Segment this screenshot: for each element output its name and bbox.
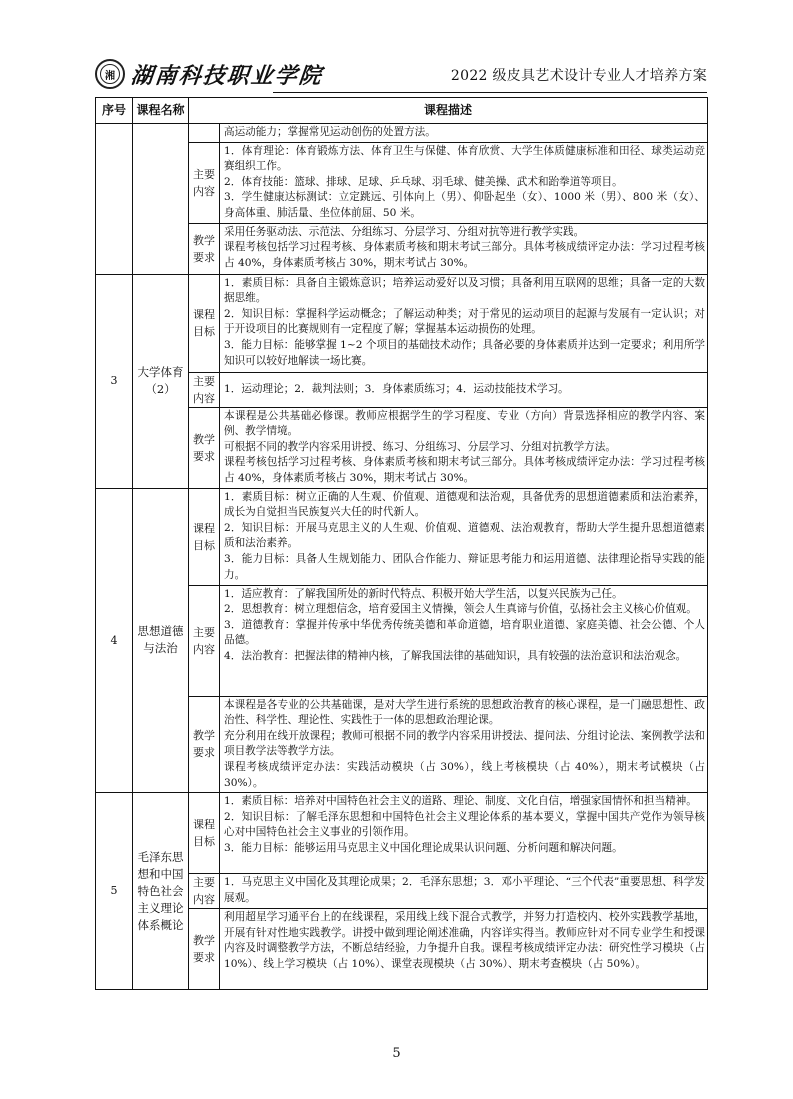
table-row bbox=[96, 488, 708, 585]
section-label: 主要内容 bbox=[189, 372, 220, 407]
section-label: 教学要求 bbox=[189, 909, 220, 990]
table-header-row bbox=[96, 98, 708, 124]
description-line: 3．能力目标：具备人生规划能力、团队合作能力、辩证思考能力和运用道德、法律理论指导实践的能力。 bbox=[224, 552, 706, 581]
section-label: 教学要求 bbox=[189, 696, 220, 793]
description-line: 课程考核包括学习过程考核、身体素质考核和期末考试三部分。具体考核成绩评定办法：学习过程考核占 40%，身体素质考核占 30%，期末考试占 30%。 bbox=[224, 241, 706, 269]
header-divider bbox=[273, 92, 707, 93]
page-header bbox=[95, 55, 707, 97]
description-line: 1．素质目标：具备自主锻炼意识；培养运动爱好以及习惯；具备利用互联网的思维；具备一定的大数据思维。 bbox=[224, 276, 706, 305]
description-cell bbox=[220, 372, 708, 407]
description-cell bbox=[220, 488, 708, 585]
description-cell bbox=[220, 909, 708, 990]
description-cell bbox=[220, 142, 708, 223]
description-cell bbox=[220, 585, 708, 696]
course-name-cell bbox=[133, 124, 189, 275]
description-line: 课程考核包括学习过程考核、身体素质考核和期末考试三部分。具体考核成绩评定办法：学习过程考核占 40%，身体素质考核占 30%，期末考试占 30%。 bbox=[224, 456, 706, 484]
description-line: 3．能力目标：能够运用马克思主义中国化理论成果认识问题、分析问题和解决问题。 bbox=[224, 841, 623, 854]
section-label: 课程目标 bbox=[189, 488, 220, 585]
page-number: 5 bbox=[392, 1046, 401, 1061]
description-line: 2．知识目标：掌握科学运动概念；了解运动种类；对于常见的运动项目的起源与发展有一定认识；对于开设项目的比赛规则有一定程度了解；掌握基本运动损伤的处理。 bbox=[224, 307, 706, 336]
course-name-cell: 大学体育（2） bbox=[133, 274, 189, 488]
description-line: 本课程是公共基础必修课。教师应根据学生的学习程度、专业（方向）背景选择相应的教学内容、案例、教学情境。 bbox=[224, 409, 706, 438]
description-line: 本课程是各专业的公共基础课，是对大学生进行系统的思想政治教育的核心课程，是一门融思想性、政治性、科学性、理论性、实践性于一体的思想政治理论课。 bbox=[224, 698, 706, 727]
description-line: 采用任务驱动法、示范法、分组练习、分层学习、分组对抗等进行教学实践。 bbox=[224, 225, 585, 238]
description-line: 充分利用在线开放课程；教师可根据不同的教学内容采用讲授法、提问法、分组讨论法、案例教学法和项目教学法等教学方法。 bbox=[224, 729, 706, 758]
section-label: 主要内容 bbox=[189, 874, 220, 909]
description-cell bbox=[220, 124, 708, 143]
section-label: 教学要求 bbox=[189, 407, 220, 488]
description-line: 4．法治教育：把握法律的精神内核，了解我国法律的基础知识，具有较强的法治意识和法治观念。 bbox=[224, 649, 687, 662]
table-row bbox=[96, 793, 708, 874]
description-cell bbox=[220, 274, 708, 372]
section-label: 课程目标 bbox=[189, 274, 220, 372]
row-number-cell: 4 bbox=[96, 488, 133, 793]
description-line: 3．能力目标：能够掌握 1~2 个项目的基础技术动作；具备必要的身体素质并达到一定要求；利用所学知识可以较好地解读一场比赛。 bbox=[224, 338, 706, 367]
description-line: 1．运动理论；2．裁判法则；3．身体素质练习；4．运动技能技术学习。 bbox=[224, 382, 569, 395]
document-title: 2022 级皮具艺术设计专业人才培养方案 bbox=[450, 68, 707, 84]
table-row bbox=[96, 124, 708, 143]
table-row bbox=[96, 274, 708, 372]
description-line: 3．学生健康达标测试：立定跳远、引体向上（男）、仰卧起坐（女）、1000 米（男）、800 米（女）、身高体重、肺活量、坐位体前屈、50 米。 bbox=[224, 191, 706, 219]
description-line: 可根据不同的教学内容采用讲授、练习、分组练习、分层学习、分组对抗教学方法。 bbox=[224, 440, 616, 453]
description-line: 2．思想教育：树立理想信念，培育爱国主义情操，领会人生真谛与价值，弘扬社会主义核心价值观。 bbox=[224, 603, 697, 616]
description-line: 3．道德教育：掌握并传承中华优秀传统美德和革命道德，培育职业道德、家庭美德、社会公德、个人品德。 bbox=[224, 618, 706, 647]
description-line: 1．体育理论：体育锻炼方法、体育卫生与保健、体育欣赏、大学生体质健康标准和田径、球类运动竞赛组织工作。 bbox=[224, 144, 706, 173]
column-header-course-name: 课程名称 bbox=[133, 98, 189, 124]
description-cell bbox=[220, 793, 708, 874]
description-line: 2．体育技能：篮球、排球、足球、乒乓球、羽毛球、健美操、武术和跆拳道等项目。 bbox=[224, 175, 623, 188]
label-cell bbox=[189, 124, 220, 143]
description-line: 1．适应教育：了解我国所处的新时代特点、积极开始大学生活，以复兴民族为己任。 bbox=[224, 587, 623, 600]
course-name-cell: 毛泽东思想和中国特色社会主义理论体系概论 bbox=[133, 793, 189, 990]
column-header-number: 序号 bbox=[96, 98, 133, 124]
description-cell bbox=[220, 407, 708, 488]
school-emblem-icon: 湘 bbox=[95, 59, 125, 89]
row-number-cell bbox=[96, 124, 133, 275]
description-line: 利用超星学习通平台上的在线课程，采用线上线下混合式教学，并努力打造校内、校外实践教学基地，开展有针对性地实践教学。讲授中做到理论阐述准确，内容详实得当。教师应针对不同专业学生和授课内容及时调整教学方法，不断总结经验，力争提升自我。课程考核成绩评定办法：研究性学习模块（占 10%）、线上学习模块（占 10%）、课堂表现模块（占 30%）、期末考查模块（占 50%）。 bbox=[224, 911, 706, 970]
description-line: 1．马克思主义中国化及其理论成果；2．毛泽东思想；3．邓小平理论、“三个代表”重要思想、科学发展观。 bbox=[224, 876, 706, 904]
description-cell bbox=[220, 223, 708, 274]
section-label: 主要内容 bbox=[189, 142, 220, 223]
description-line: 高运动能力；掌握常见运动创伤的处置方法。 bbox=[224, 126, 436, 138]
row-number-cell: 3 bbox=[96, 274, 133, 488]
description-line: 1．素质目标：树立正确的人生观、价值观、道德观和法治观，具备优秀的思想道德素质和法治素养，成长为自觉担当民族复兴大任的时代新人。 bbox=[224, 490, 706, 519]
description-line: 课程考核成绩评定办法：实践活动模块（占 30%），线上考核模块（占 40%），期末考试模块（占 30%）。 bbox=[224, 760, 706, 789]
description-line: 2．知识目标：了解毛泽东思想和中国特色社会主义理论体系的基本要义，掌握中国共产党作为领导核心对中国特色社会主义事业的引领作用。 bbox=[224, 810, 706, 839]
section-label: 主要内容 bbox=[189, 585, 220, 696]
course-table bbox=[95, 97, 708, 990]
description-cell bbox=[220, 874, 708, 909]
description-line: 2．知识目标：开展马克思主义的人生观、价值观、道德观、法治观教育，帮助大学生提升思想道德素质和法治素养。 bbox=[224, 521, 706, 550]
column-header-course-description: 课程描述 bbox=[189, 98, 708, 124]
row-number-cell: 5 bbox=[96, 793, 133, 990]
course-name-cell: 思想道德与法治 bbox=[133, 488, 189, 793]
description-line: 1．素质目标：培养对中国特色社会主义的道路、理论、制度、文化自信，增强家国情怀和担当精神。 bbox=[224, 795, 697, 808]
description-cell bbox=[220, 696, 708, 793]
school-logo bbox=[95, 57, 323, 91]
school-logo-text: 湖南科技职业学院 bbox=[129, 62, 325, 89]
section-label: 教学要求 bbox=[189, 223, 220, 274]
section-label: 课程目标 bbox=[189, 793, 220, 874]
